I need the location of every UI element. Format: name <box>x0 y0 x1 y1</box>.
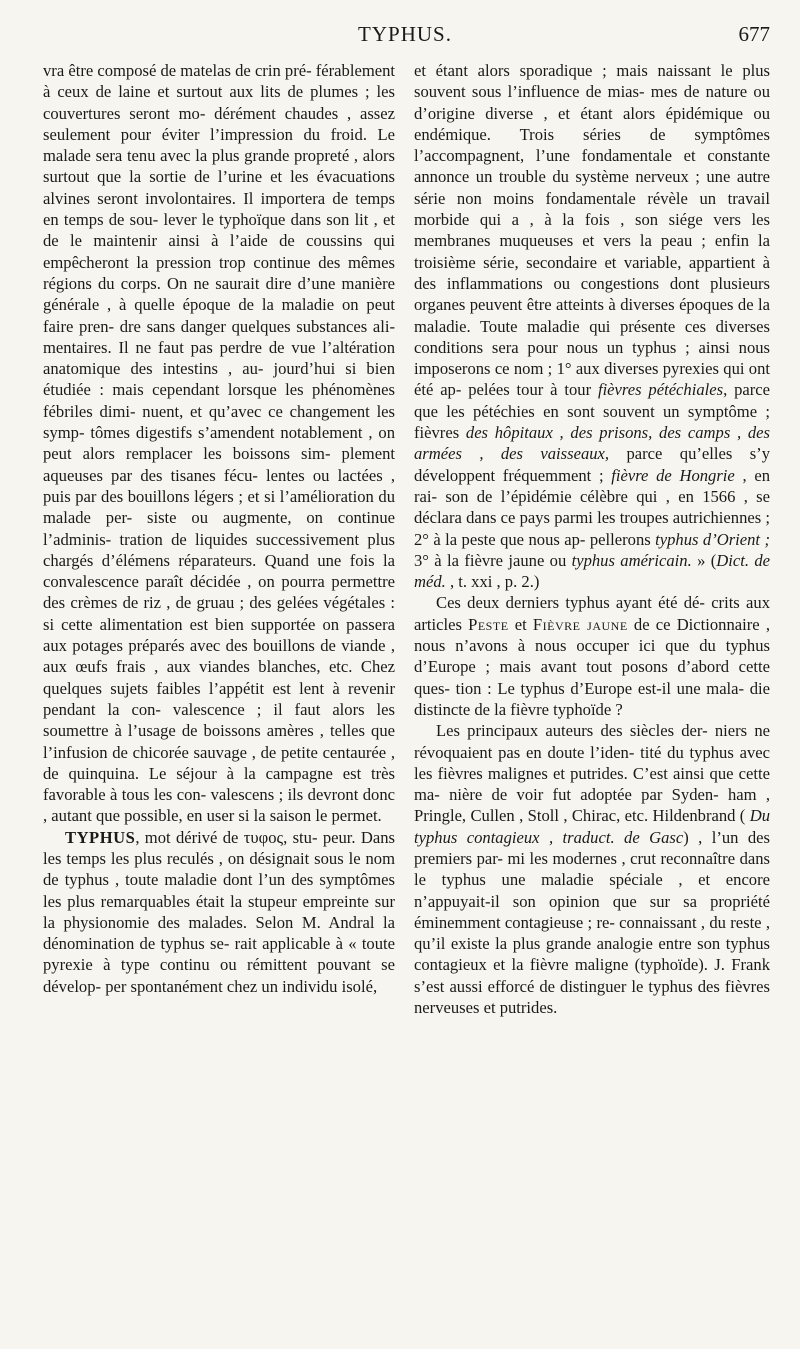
text-run: ) , l’un des premiers par- mi les modernes , crut reconnaître dans le typhus une maladie spéciale , et encore n’appuyait-il son opinion que sur sa propriété éminemment contagieuse ; re- connaissant , du reste , qu’il existe la plus grande analogie entre son typhus contagieux et la fièvre maligne (typhoïde). J. Frank s’est aussi efforcé de distinguer le typhus des fièvres nerveuses et putrides. <box>414 827 770 1018</box>
page-number: 677 <box>738 22 770 46</box>
text-run: de ce Dictionnaire , nous n’avons à nous occuper ici que du typhus d’Europe ; mais avant tout posons d’abord cette ques- tion : Le typhus d’Europe est-il une mala- die distincte de la fièvre typhoïde ? <box>414 614 770 719</box>
text-run: et <box>508 614 533 634</box>
left-column <box>43 60 395 997</box>
cross-reference: Fièvre jaune <box>532 614 628 634</box>
text-run: , mot dérivé de <box>135 827 244 847</box>
running-title: TYPHUS. <box>358 22 452 46</box>
text-run: , stu- peur. Dans les temps les plus reculés , on désignait sous le nom de typhus , toute maladie dont l’un des symptômes les plus remarquables était la stupeur empreinte sur la physionomie des malades. Selon M. Andral la dénomination de typhus se- rait applicable à « toute pyrexie à type continu ou rémittent pouvant se dévelop- per spontanément chez un individu isolé, <box>43 827 395 996</box>
italic-run: typhus américain. <box>571 550 692 570</box>
italic-run: fièvre de Hongrie <box>611 465 735 485</box>
italic-run: des hôpitaux , des prisons, des camps , des armées , des vaisseaux, <box>414 423 770 464</box>
text-run: , en rai- son de l’épidémie célèbre qui , en 1566 , se déclara dans ce pays parmi les troupes autrichiennes ; 2° à la peste que nous ap- pellerons <box>414 465 770 549</box>
running-header <box>40 22 770 50</box>
text-run: parce qu’elles s’y développent fréquemment ; <box>414 444 770 485</box>
text-run: Les principaux auteurs des siècles der- niers ne révoquaient pas en doute l’iden- tité du typhus avec les fièvres malignes et putrides. C’est ainsi que cette ma- nière de voir fut adoptée par Syden- ham , Pringle, Cullen , Stoll , Chirac, etc. Hildenbrand ( <box>414 721 770 826</box>
text-run: et étant alors sporadique ; mais naissant le plus souvent sous l’influence de mias- mes de nature ou d’origine diverse , et étant alors épidémique ou endémique. Trois séries de symptômes l’accompagnent, l’une fondamentale et constante annonce un trouble du système nerveux ; une autre série non moins fondamentale révèle un travail morbide qui a , à la fois , son siége vers les membranes muqueuses et vers la peau ; enfin la troisième série, secondaire et variable, appartient à des inflammations ou congestions dont plusieurs organes peuvent être atteints à diverses époques de la maladie. Toute maladie qui présente ces diverses conditions sera pour nous un typhus ; ainsi nous imposerons ce nom ; 1° aux diverses pyrexies qui ont été ap- pelées tour à tour <box>414 61 770 400</box>
paragraph: vra être composé de matelas de crin pré- férablement à ceux de laine et surtout aux lits de plumes ; les couvertures seront mo- dérément chaudes , assez seulement pour éviter l’impression du froid. Le malade sera tenu avec la plus grande propreté , alors surtout que la sortie de l’urine et les évacuations alvines seront involontaires. Il importera de temps en temps de sou- lever le typhoïque dans son lit , et de le maintenir ainsi à l’aide de coussins qui empêcheront la pression trop continue des mêmes régions du corps. On ne saurait dire d’une manière générale , à quelle époque de la maladie on peut faire pren- dre sans danger quelques substances ali- mentaires. Il ne faut pas perdre de vue l’altération anatomique des intestins , au- jourd’hui si bien étudiée : mais cependant lorsque les phénomènes fébriles dimi- nuent, et qu’avec ce changement les symp- tômes digestifs s’amendent notablement , on peut alors remplacer les boissons sim- plement aqueuses par des tisanes fécu- lentes ou lactées , puis par des bouillons légers ; et si l’amélioration du malade per- siste ou augmente, on continue l’adminis- tration de liquides successivement plus chargés d’élémens réparateurs. Quand une fois la convalescence paraît décidée , on pourra permettre des crèmes de riz , de gruau ; des gelées végétales : si cette alimentation est bien supportée on passera aux potages préparés avec des bouillons de viande , aux œufs frais , aux viandes blanches, etc. Chez quelques sujets faibles l’appétit est lent à revenir pendant la con- valescence ; il faut alors les soumettre à l’usage de boissons amères , telles que l’infusion de chicorée sauvage , de petite centaurée , de quinquina. Le séjour à la campagne est très favorable à tous les con- valescens ; ils devront donc , autant que possible, en user si la saison le permet. <box>43 61 395 826</box>
entry-headword: TYPHUS <box>65 827 136 847</box>
paragraph <box>414 720 770 1018</box>
text-run: » ( <box>691 550 717 570</box>
cross-reference: Peste <box>468 614 509 634</box>
paragraph-typhus-entry <box>43 827 395 997</box>
paragraph <box>414 60 770 592</box>
italic-run: typhus d’Orient ; <box>655 529 770 549</box>
text-run: , parce que les pétéchies en sont souvent un symptôme ; fièvres <box>414 380 771 443</box>
italic-run: Du typhus contagieux , traduct. de Gasc <box>414 806 770 847</box>
italic-run: Dict. de méd. <box>414 550 770 592</box>
paragraph <box>414 592 770 720</box>
text-run: 3° à la fièvre jaune ou <box>414 550 572 570</box>
italic-run: fièvres pétéchiales <box>597 380 724 400</box>
text-run: , t. xxi , p. 2.) <box>445 572 540 592</box>
text-run: Ces deux derniers typhus ayant été dé- crits aux articles <box>414 593 770 634</box>
right-column <box>414 60 770 1018</box>
greek-word: τυφος <box>243 827 284 847</box>
